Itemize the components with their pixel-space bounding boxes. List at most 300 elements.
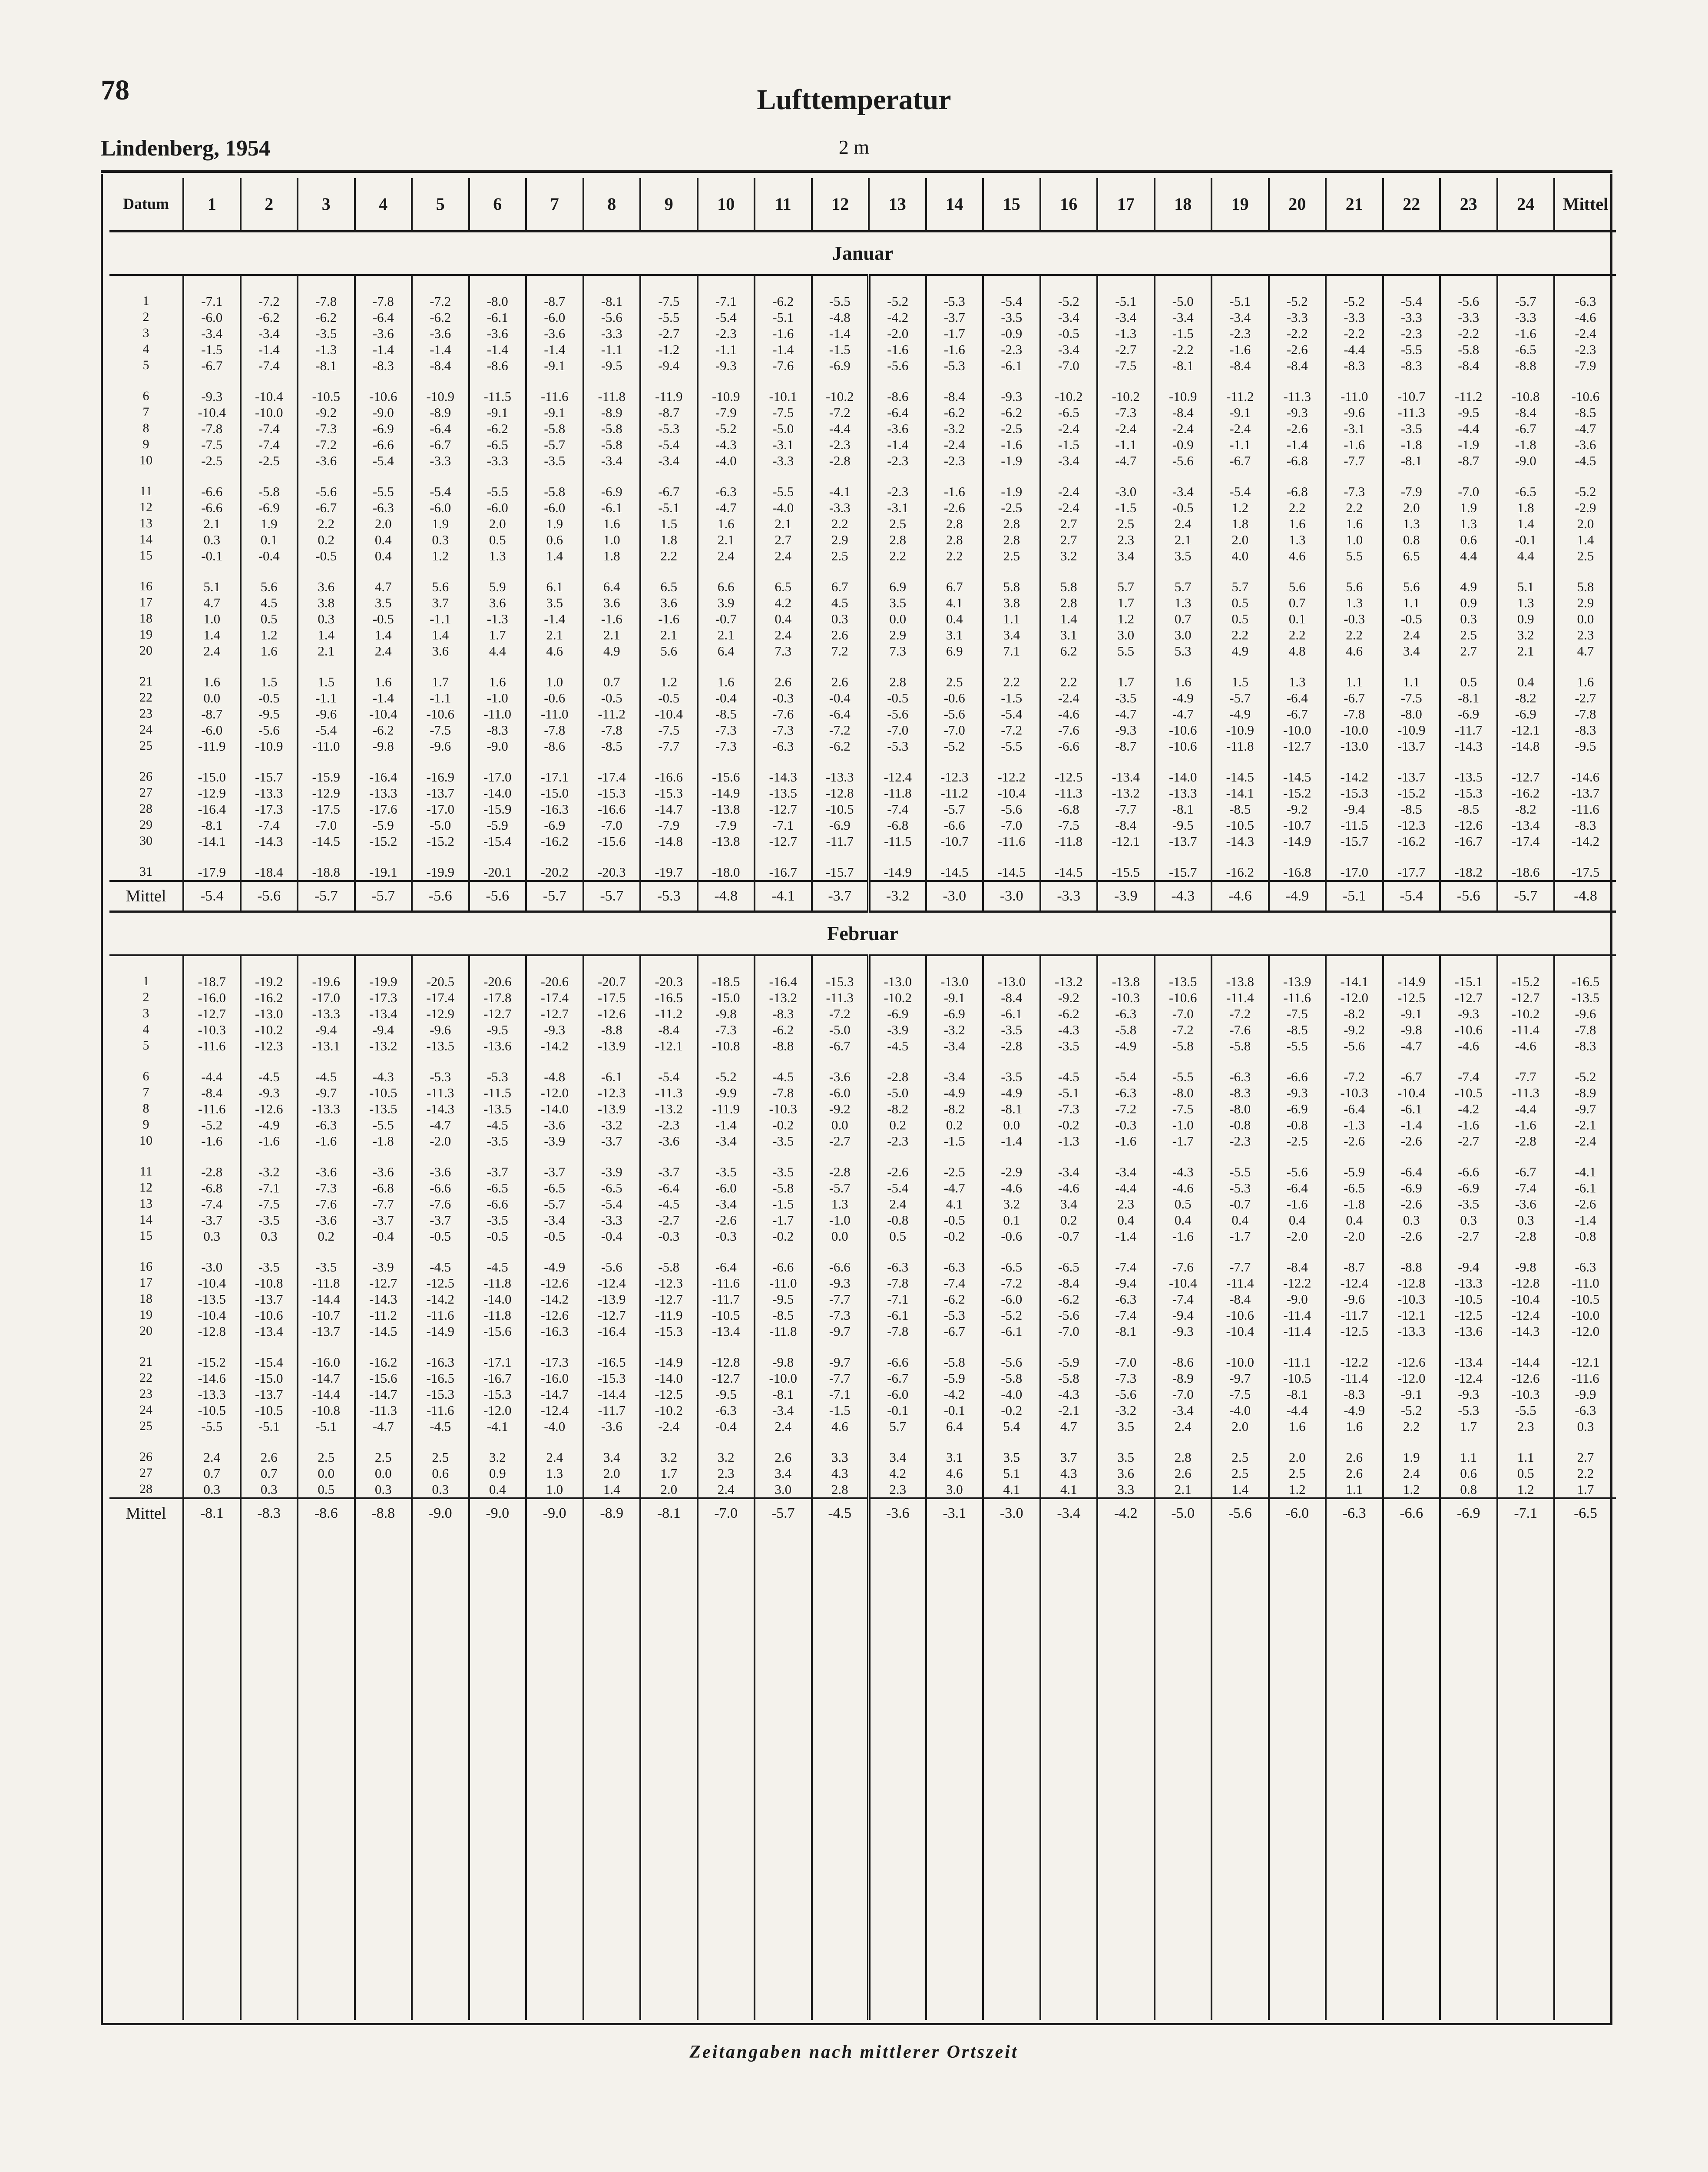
table-cell: -12.4 <box>869 754 926 785</box>
table-cell: 2.4 <box>755 548 812 564</box>
table-cell: -8.4 <box>640 1022 698 1038</box>
table-cell: -0.1 <box>1497 532 1555 548</box>
table-cell: -17.0 <box>469 754 526 785</box>
row-date: 1 <box>142 294 149 308</box>
table-cell: -4.2 <box>1440 1101 1497 1117</box>
table-cell: -6.6 <box>869 1339 926 1370</box>
table-cell: -8.0 <box>1383 706 1440 722</box>
table-cell: -9.7 <box>298 1085 355 1101</box>
mean-cell: -8.3 <box>241 1498 298 1528</box>
table-cell: -6.2 <box>755 275 812 309</box>
table-cell: -11.7 <box>1326 1307 1383 1323</box>
table-cell: -4.9 <box>1155 690 1212 706</box>
table-cell: -9.1 <box>469 404 526 420</box>
table-cell: 3.8 <box>298 595 355 611</box>
table-cell: -8.7 <box>1097 738 1155 754</box>
table-cell: 1.9 <box>412 516 469 532</box>
table-cell: 4.0 <box>1211 548 1269 564</box>
table-cell: 1.3 <box>812 1196 869 1212</box>
table-cell: 1.4 <box>355 627 412 643</box>
table-cell: -9.4 <box>1155 1307 1212 1323</box>
table-cell: -16.4 <box>183 801 241 817</box>
table-cell: -1.5 <box>755 1196 812 1212</box>
table-cell: 0.7 <box>183 1465 241 1481</box>
table-cell: -14.7 <box>526 1386 583 1402</box>
table-cell: -4.7 <box>698 500 755 516</box>
table-cell: -12.7 <box>1497 754 1555 785</box>
empty-cell <box>698 1528 755 2020</box>
table-cell: -6.4 <box>1269 690 1326 706</box>
table-cell: -10.4 <box>355 706 412 722</box>
table-cell: -13.3 <box>298 1006 355 1022</box>
table-cell: -4.7 <box>926 1180 983 1196</box>
table-cell: -13.9 <box>583 1101 641 1117</box>
row-date: 3 <box>142 326 149 341</box>
table-cell: -8.9 <box>412 404 469 420</box>
table-cell: -8.3 <box>755 1006 812 1022</box>
table-cell: -16.9 <box>412 754 469 785</box>
table-cell: 1.3 <box>1383 516 1440 532</box>
table-row <box>109 1370 1616 1386</box>
table-cell: 2.2 <box>1383 1418 1440 1434</box>
row-mean-cell: 0.0 <box>1554 611 1616 627</box>
table-cell: -11.8 <box>755 1323 812 1339</box>
table-cell: -9.6 <box>412 1022 469 1038</box>
table-cell: -7.5 <box>1040 817 1098 833</box>
table-cell: 1.2 <box>1383 1481 1440 1498</box>
table-cell: 3.2 <box>640 1434 698 1465</box>
mean-cell: -3.2 <box>869 881 926 912</box>
table-cell: -12.6 <box>1440 817 1497 833</box>
table-cell: -16.2 <box>1383 833 1440 849</box>
table-cell: 2.8 <box>869 532 926 548</box>
mean-cell: -5.3 <box>640 881 698 912</box>
table-cell: -6.9 <box>1383 1180 1440 1196</box>
table-cell: -12.4 <box>583 1275 641 1291</box>
table-cell: -14.5 <box>355 1323 412 1339</box>
table-cell: 0.5 <box>298 1481 355 1498</box>
table-cell: 0.5 <box>1211 611 1269 627</box>
table-cell: -15.2 <box>1497 955 1555 990</box>
table-cell: -11.8 <box>869 785 926 801</box>
table-cell: -5.5 <box>812 275 869 309</box>
table-cell: -14.5 <box>1211 754 1269 785</box>
table-cell: 0.2 <box>869 1117 926 1133</box>
table-cell: -8.4 <box>926 374 983 404</box>
table-row <box>109 275 1616 309</box>
column-header-hour: 13 <box>869 178 926 232</box>
empty-cell <box>1155 1528 1212 2020</box>
table-cell: 4.4 <box>469 643 526 659</box>
table-cell: -5.6 <box>241 722 298 738</box>
table-cell: -12.0 <box>526 1085 583 1101</box>
table-cell: -6.3 <box>1097 1006 1155 1022</box>
table-cell: 1.6 <box>1269 1418 1326 1434</box>
table-cell: -13.9 <box>1269 955 1326 990</box>
table-cell: -0.2 <box>755 1117 812 1133</box>
table-cell: -2.3 <box>812 437 869 453</box>
table-cell: -5.4 <box>1211 469 1269 500</box>
table-cell: -15.3 <box>583 1370 641 1386</box>
table-cell: 0.0 <box>812 1228 869 1244</box>
table-cell: 0.4 <box>1155 1212 1212 1228</box>
table-cell: 5.3 <box>1155 643 1212 659</box>
table-cell: 1.4 <box>1211 1481 1269 1498</box>
column-header-date: Datum <box>109 178 183 232</box>
table-cell: -7.0 <box>1155 1006 1212 1022</box>
table-cell: 3.6 <box>298 564 355 595</box>
table-cell: -6.4 <box>412 420 469 437</box>
table-cell: -1.7 <box>1211 1228 1269 1244</box>
table-cell: -4.5 <box>869 1038 926 1054</box>
table-cell: 3.5 <box>1097 1434 1155 1465</box>
row-mean-cell: -4.5 <box>1554 453 1616 469</box>
table-cell: -17.4 <box>583 754 641 785</box>
table-cell: -3.2 <box>926 1022 983 1038</box>
row-date: 10 <box>139 1133 152 1148</box>
table-cell: -4.7 <box>1097 706 1155 722</box>
table-cell: -6.2 <box>1040 1006 1098 1022</box>
table-cell: -12.6 <box>583 1006 641 1022</box>
table-cell: -10.8 <box>298 1402 355 1418</box>
table-cell: -11.8 <box>583 374 641 404</box>
table-cell: -13.9 <box>583 1038 641 1054</box>
table-cell: -20.3 <box>640 955 698 990</box>
table-cell: -5.8 <box>983 1370 1040 1386</box>
table-cell: 2.0 <box>640 1481 698 1498</box>
row-date: 29 <box>139 818 152 832</box>
empty-cell <box>1383 1528 1440 2020</box>
table-cell: 5.6 <box>412 564 469 595</box>
table-cell: 0.4 <box>1211 1212 1269 1228</box>
table-cell: -8.2 <box>1326 1006 1383 1022</box>
table-cell: -6.3 <box>1211 1054 1269 1085</box>
table-cell: 2.8 <box>869 659 926 690</box>
table-cell: -6.7 <box>183 358 241 374</box>
table-cell: -0.8 <box>1269 1117 1326 1133</box>
table-cell: -15.0 <box>183 754 241 785</box>
table-cell: -9.5 <box>698 1386 755 1402</box>
table-cell: 1.3 <box>1497 595 1555 611</box>
table-cell: -4.7 <box>412 1117 469 1133</box>
table-cell: 0.6 <box>412 1465 469 1481</box>
table-cell: -13.4 <box>1440 1339 1497 1370</box>
mean-cell: -6.5 <box>1554 1498 1616 1528</box>
table-cell: -7.0 <box>298 817 355 833</box>
table-cell: -8.3 <box>1383 358 1440 374</box>
table-cell: 0.5 <box>1155 1196 1212 1212</box>
table-cell: -8.9 <box>583 404 641 420</box>
table-cell: -6.4 <box>698 1244 755 1275</box>
table-cell: -13.7 <box>241 1386 298 1402</box>
row-date: 10 <box>139 453 152 468</box>
column-header-hour: 7 <box>526 178 583 232</box>
table-cell: -17.8 <box>469 990 526 1006</box>
table-cell: 2.7 <box>1440 643 1497 659</box>
table-cell: -2.0 <box>869 325 926 341</box>
table-cell: -20.7 <box>583 955 641 990</box>
table-cell: -6.8 <box>1269 453 1326 469</box>
table-cell: -14.5 <box>1040 849 1098 881</box>
table-cell: -2.3 <box>983 341 1040 358</box>
table-cell: -2.4 <box>1097 420 1155 437</box>
table-cell: -5.4 <box>583 1196 641 1212</box>
table-cell: 0.0 <box>869 611 926 627</box>
table-cell: -3.6 <box>298 453 355 469</box>
mean-cell: -5.7 <box>583 881 641 912</box>
table-cell: -15.0 <box>241 1370 298 1386</box>
row-date: 4 <box>142 1022 149 1037</box>
table-cell: -10.0 <box>1269 722 1326 738</box>
table-cell: -5.0 <box>869 1085 926 1101</box>
table-cell: 3.4 <box>1383 643 1440 659</box>
table-cell: 1.3 <box>1269 659 1326 690</box>
table-cell: -12.8 <box>183 1323 241 1339</box>
table-cell: -7.7 <box>1497 1054 1555 1085</box>
table-cell: 2.4 <box>698 1481 755 1498</box>
table-cell: 2.5 <box>869 516 926 532</box>
table-cell: -9.2 <box>1040 990 1098 1006</box>
table-cell: -0.3 <box>1097 1117 1155 1133</box>
table-cell: -16.3 <box>412 1339 469 1370</box>
table-cell: -0.3 <box>698 1228 755 1244</box>
table-cell: -3.9 <box>869 1022 926 1038</box>
table-cell: -17.1 <box>526 754 583 785</box>
table-cell: -11.6 <box>183 1101 241 1117</box>
table-cell: -7.5 <box>755 404 812 420</box>
table-cell: -7.7 <box>355 1196 412 1212</box>
table-cell: -12.5 <box>1326 1323 1383 1339</box>
table-cell: -5.8 <box>1040 1370 1098 1386</box>
table-cell: -10.4 <box>183 1307 241 1323</box>
table-cell: -1.3 <box>298 341 355 358</box>
table-cell: 1.2 <box>1269 1481 1326 1498</box>
table-cell: -7.2 <box>983 1275 1040 1291</box>
table-cell: -4.9 <box>1326 1402 1383 1418</box>
table-cell: -7.3 <box>812 1307 869 1323</box>
row-mean-cell: -10.6 <box>1554 374 1616 404</box>
empty-cell <box>1097 1528 1155 2020</box>
table-cell: -3.7 <box>469 1149 526 1180</box>
empty-cell <box>983 1528 1040 2020</box>
table-cell: 2.0 <box>1269 1434 1326 1465</box>
table-cell: 1.0 <box>183 611 241 627</box>
table-cell: -7.3 <box>298 1180 355 1196</box>
table-cell: -2.7 <box>640 1212 698 1228</box>
table-cell: -10.3 <box>1383 1291 1440 1307</box>
empty-cell <box>469 1528 526 2020</box>
column-header-hour: 21 <box>1326 178 1383 232</box>
table-cell: -3.0 <box>183 1244 241 1275</box>
table-cell: -6.9 <box>583 469 641 500</box>
table-cell: -6.1 <box>583 1054 641 1085</box>
table-cell: -3.5 <box>983 1022 1040 1038</box>
mean-cell: -6.9 <box>1440 1498 1497 1528</box>
table-cell: -7.5 <box>183 437 241 453</box>
table-cell: -6.7 <box>926 1323 983 1339</box>
table-cell: 2.2 <box>1269 500 1326 516</box>
mean-cell: -6.3 <box>1326 1498 1383 1528</box>
row-mean-cell: -5.2 <box>1554 469 1616 500</box>
table-cell: -2.3 <box>869 1133 926 1149</box>
table-cell: -6.6 <box>755 1244 812 1275</box>
table-cell: -3.9 <box>355 1244 412 1275</box>
table-cell: 4.2 <box>755 595 812 611</box>
mean-cell: -3.4 <box>1040 1498 1098 1528</box>
table-cell: 3.3 <box>812 1434 869 1465</box>
table-cell: -5.4 <box>1383 275 1440 309</box>
table-cell: -5.3 <box>469 1054 526 1085</box>
table-cell: -13.3 <box>355 785 412 801</box>
table-cell: -3.5 <box>298 325 355 341</box>
table-cell: 3.6 <box>583 595 641 611</box>
table-cell: -13.5 <box>1155 955 1212 990</box>
table-cell: -17.3 <box>526 1339 583 1370</box>
table-cell: -8.5 <box>1440 801 1497 817</box>
table-cell: -5.8 <box>526 469 583 500</box>
table-cell: -7.0 <box>1040 358 1098 374</box>
table-cell: 2.2 <box>1326 627 1383 643</box>
table-cell: -0.6 <box>983 1228 1040 1244</box>
table-cell: -0.2 <box>755 1228 812 1244</box>
table-cell: -14.4 <box>298 1386 355 1402</box>
empty-cell <box>183 1528 241 2020</box>
table-cell: -9.8 <box>1497 1244 1555 1275</box>
empty-cell <box>1440 1528 1497 2020</box>
row-mean-cell: -7.8 <box>1554 706 1616 722</box>
table-cell: 0.2 <box>298 1228 355 1244</box>
table-cell: -7.0 <box>1155 1386 1212 1402</box>
table-cell: 1.9 <box>526 516 583 532</box>
table-cell: 0.3 <box>355 1481 412 1498</box>
table-cell: -2.6 <box>1326 1133 1383 1149</box>
column-header-hour: 18 <box>1155 178 1212 232</box>
table-cell: -14.9 <box>640 1339 698 1370</box>
table-cell: -8.4 <box>1497 404 1555 420</box>
table-cell: -16.4 <box>755 955 812 990</box>
table-cell: -7.4 <box>926 1275 983 1291</box>
table-cell: -6.8 <box>1040 801 1098 817</box>
row-mean-cell: -6.3 <box>1554 1402 1616 1418</box>
table-cell: 0.4 <box>1097 1212 1155 1228</box>
table-cell: -8.4 <box>183 1085 241 1101</box>
table-row <box>109 1418 1616 1434</box>
table-cell: 1.6 <box>183 659 241 690</box>
table-cell: -8.2 <box>869 1101 926 1117</box>
row-date: 26 <box>139 769 152 784</box>
table-cell: 1.4 <box>1040 611 1098 627</box>
table-cell: -14.3 <box>755 754 812 785</box>
table-cell: 0.2 <box>298 532 355 548</box>
table-cell: -10.5 <box>1269 1370 1326 1386</box>
table-cell: -16.2 <box>355 1339 412 1370</box>
table-cell: -9.1 <box>526 404 583 420</box>
table-cell: -0.2 <box>983 1402 1040 1418</box>
table-cell: -2.5 <box>241 453 298 469</box>
table-cell: -4.6 <box>1497 1038 1555 1054</box>
table-cell: 1.9 <box>1440 500 1497 516</box>
table-cell: -1.4 <box>469 341 526 358</box>
table-cell: 3.4 <box>1097 548 1155 564</box>
table-row <box>109 643 1616 659</box>
table-cell: -14.5 <box>1269 754 1326 785</box>
table-cell: -10.5 <box>298 374 355 404</box>
table-cell: -10.5 <box>355 1085 412 1101</box>
table-row <box>109 1434 1616 1465</box>
monthly-mean-row <box>109 1498 1616 1528</box>
table-cell: -0.1 <box>183 548 241 564</box>
table-cell: -0.5 <box>583 690 641 706</box>
table-cell: -1.4 <box>983 1133 1040 1149</box>
table-cell: -1.5 <box>1155 325 1212 341</box>
table-cell: -6.7 <box>1326 690 1383 706</box>
row-mean-cell: 1.6 <box>1554 659 1616 690</box>
table-cell: -3.7 <box>183 1212 241 1228</box>
table-row <box>109 817 1616 833</box>
empty-cell <box>812 1528 869 2020</box>
table-cell: 1.1 <box>1497 1434 1555 1465</box>
table-cell: -8.4 <box>1211 1291 1269 1307</box>
empty-cell <box>241 1528 298 2020</box>
table-cell: 3.2 <box>1040 548 1098 564</box>
table-cell: -7.8 <box>355 275 412 309</box>
table-cell: 4.1 <box>1040 1481 1098 1498</box>
table-cell: -4.5 <box>755 1054 812 1085</box>
table-cell: -1.3 <box>469 611 526 627</box>
table-cell: -4.4 <box>183 1054 241 1085</box>
table-cell: 4.8 <box>1269 643 1326 659</box>
table-cell: -6.4 <box>1326 1101 1383 1117</box>
table-cell: -7.2 <box>812 404 869 420</box>
table-cell: -5.6 <box>583 1244 641 1275</box>
table-cell: -2.0 <box>412 1133 469 1149</box>
table-cell: 2.5 <box>983 548 1040 564</box>
table-cell: -14.5 <box>298 833 355 849</box>
table-cell: -5.2 <box>698 1054 755 1085</box>
table-cell: -6.2 <box>1040 1291 1098 1307</box>
table-cell: -14.4 <box>1497 1339 1555 1370</box>
table-cell: 0.3 <box>298 611 355 627</box>
table-cell: -0.9 <box>1155 437 1212 453</box>
table-cell: -17.6 <box>355 801 412 817</box>
table-cell: -10.4 <box>1211 1323 1269 1339</box>
row-mean-cell: -10.0 <box>1554 1307 1616 1323</box>
table-cell: -12.7 <box>1497 990 1555 1006</box>
table-cell: -3.3 <box>1326 309 1383 325</box>
table-cell: -3.5 <box>1440 1196 1497 1212</box>
row-mean-cell: 1.4 <box>1554 532 1616 548</box>
table-cell: -3.6 <box>526 325 583 341</box>
table-cell: -1.4 <box>1383 1117 1440 1133</box>
table-cell: -7.7 <box>1211 1244 1269 1275</box>
table-cell: -1.1 <box>412 611 469 627</box>
table-cell: -3.4 <box>183 325 241 341</box>
table-cell: -7.4 <box>1497 1180 1555 1196</box>
table-cell: -2.4 <box>1040 420 1098 437</box>
table-cell: -4.0 <box>698 453 755 469</box>
table-cell: 5.1 <box>983 1465 1040 1481</box>
table-cell: -7.1 <box>241 1180 298 1196</box>
table-cell: 4.6 <box>1326 643 1383 659</box>
table-row <box>109 595 1616 611</box>
table-cell: 0.4 <box>355 548 412 564</box>
table-cell: -5.4 <box>640 437 698 453</box>
table-cell: -11.6 <box>412 1307 469 1323</box>
table-cell: -14.9 <box>1383 955 1440 990</box>
table-row <box>109 833 1616 849</box>
mean-cell: -3.0 <box>983 881 1040 912</box>
table-cell: -9.4 <box>1326 801 1383 817</box>
